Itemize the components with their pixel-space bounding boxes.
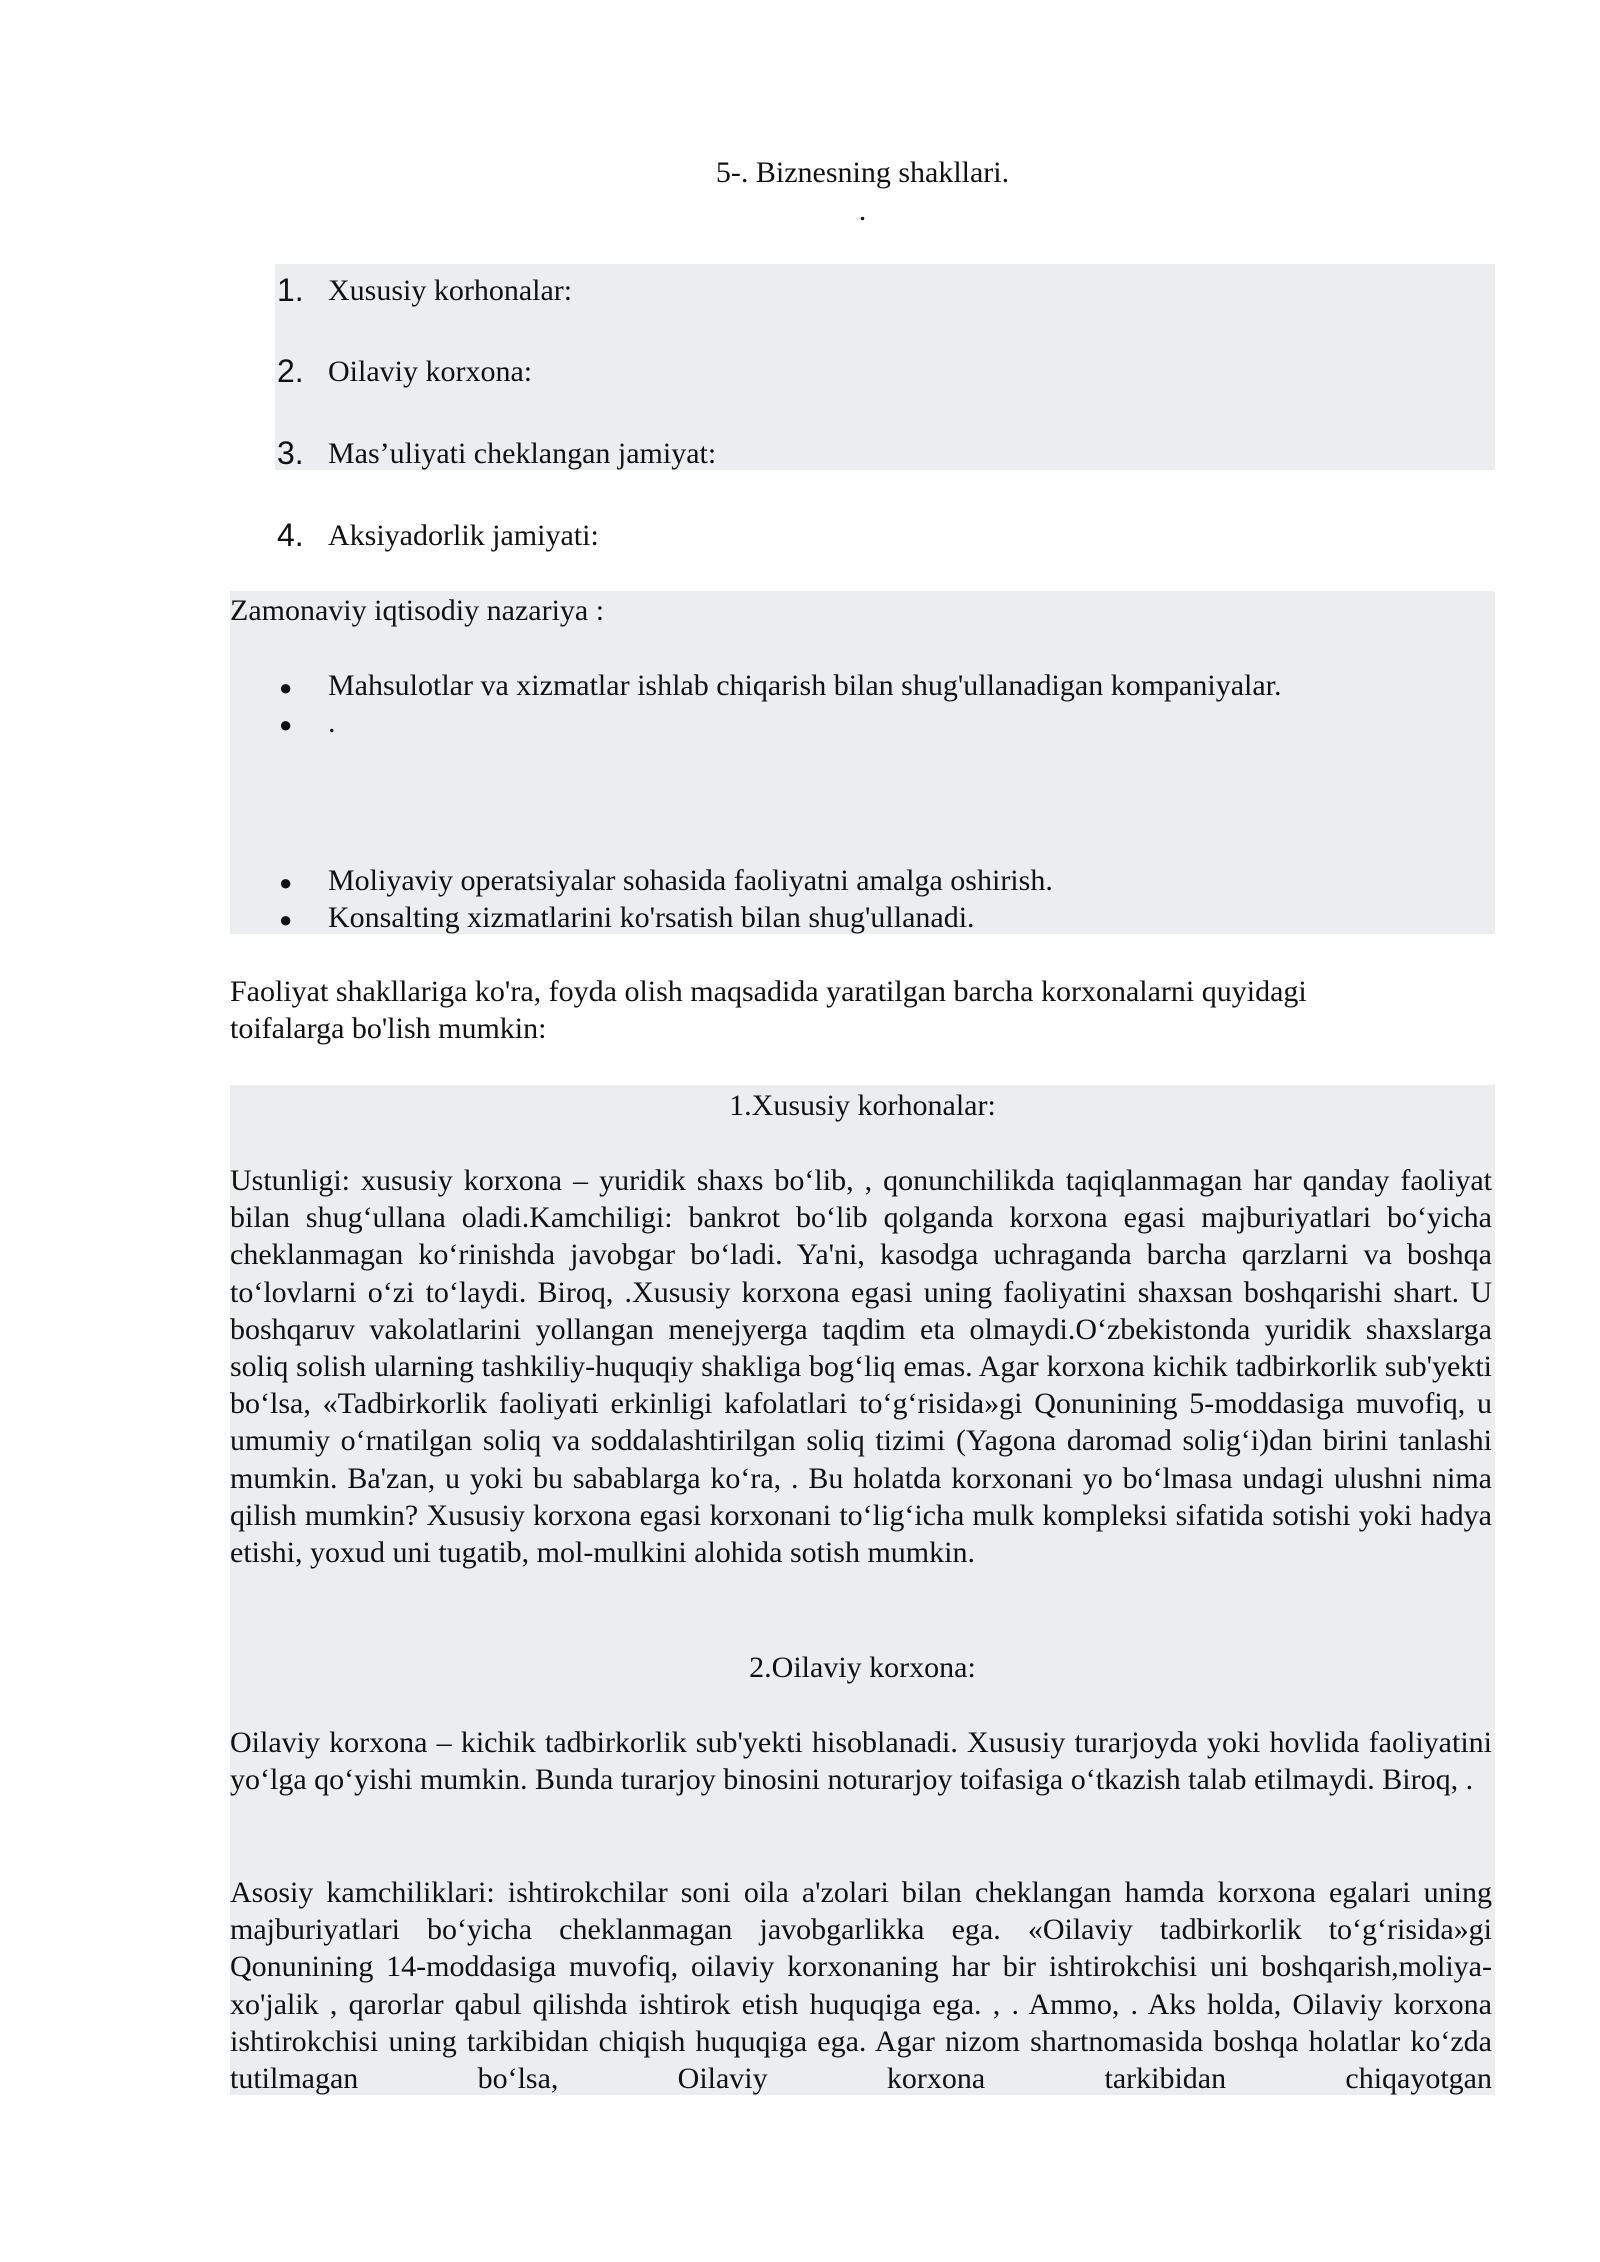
highlight-theory-gap bbox=[230, 741, 278, 822]
body-paragraph: Asosiy kamchiliklari: ishtirokchilar soni oila a'zolari bilan cheklangan hamda korxona egalari uning majburiyatlari bo‘yicha cheklanmagan javobgarlikka ega. «Oilaviy tadbirkorlik to‘g‘risida»gi Qonunining 14-moddasiga muvofiq, oilaviy korxonaning har bir ishtirokchisi uni boshqarish,moliya-xo'jalik , qarorlar qabul qilishda ishtirok etish huquqiga ega. , . Ammo, . Aks holda, Oilaviy korxona ishtirokchisi uning tarkibidan chiqish huquqiga ega. Agar nizom shartnomasida boshqa holatlar ko‘zda tutilmagan bo‘lsa, Oilaviy korxona tarkibidan chiqayotgan bbox=[230, 1876, 1492, 2096]
bullet-icon: ● bbox=[279, 712, 293, 737]
list-number: 1. bbox=[277, 272, 304, 308]
section-heading: Zamonaviy iqtisodiy nazariya : bbox=[230, 594, 605, 627]
list-number: 2. bbox=[277, 353, 304, 389]
bullet-icon: ● bbox=[279, 907, 293, 932]
bullet-item: Moliyaviy operatsiyalar sohasida faoliyatni amalga oshirish. bbox=[328, 864, 1053, 897]
title-dot: . bbox=[858, 194, 867, 227]
intro-paragraph: Faoliyat shakllariga ko'ra, foyda olish maqsadida yaratilgan barcha korxonalarni quyidagi toifalarga bo'lish mumkin: bbox=[230, 975, 1307, 1046]
list-number: 4. bbox=[277, 517, 304, 553]
bullet-icon: ● bbox=[279, 675, 293, 700]
bullet-item: Mahsulotlar va xizmatlar ishlab chiqarish bilan shug'ullanadigan kompaniyalar. bbox=[328, 669, 1282, 702]
body-paragraph: Oilaviy korxona – kichik tadbirkorlik sub'yekti hisoblanadi. Xususiy turarjoyda yoki hovlida faoliyatini yo‘lga qo‘yishi mumkin. Bunda turarjoy binosini noturarjoy toifasiga o‘tkazish talab etilmaydi. Biroq, . bbox=[230, 1726, 1492, 1797]
section-heading: 1.Xususiy korhonalar: bbox=[729, 1089, 996, 1122]
list-item: Aksiyadorlik jamiyati: bbox=[328, 519, 599, 552]
highlight-theory-gap-right bbox=[278, 741, 1495, 822]
section-heading: 2.Oilaviy korxona: bbox=[749, 1651, 976, 1684]
bullet-icon: ● bbox=[279, 870, 293, 895]
list-item: Xususiy korhonalar: bbox=[328, 274, 573, 307]
bullet-item: Konsalting xizmatlarini ko'rsatish bilan shug'ullanadi. bbox=[328, 901, 975, 934]
page-title: 5-. Biznesning shakllari. bbox=[715, 156, 1010, 189]
list-item: Mas’uliyati cheklangan jamiyat: bbox=[328, 437, 717, 470]
list-item: Oilaviy korxona: bbox=[328, 355, 533, 388]
bullet-item: . bbox=[328, 706, 336, 739]
list-number: 3. bbox=[277, 435, 304, 471]
body-paragraph: Ustunligi: xususiy korxona – yuridik shaxs bo‘lib, , qonunchilikda taqiqlanmagan har qanday faoliyat bilan shug‘ullana oladi.Kamchiligi: bankrot bo‘lib qolganda korxona egasi majburiyatlari bo‘yicha cheklanmagan ko‘rinishda javobgar bo‘ladi. Ya'ni, kasodga uchraganda barcha qarzlarni va boshqa to‘lovlarni o‘zi to‘laydi. Biroq, .Xususiy korxona egasi uning faoliyatini shaxsan boshqarishi shart. U boshqaruv vakolatlarini yollangan menejyerga taqdim eta olmaydi.O‘zbekistonda yuridik shaxslarga soliq solish ularning tashkiliy-huquqiy shakliga bog‘liq emas. Agar korxona kichik tadbirkorlik sub'yekti bo‘lsa, «Tadbirkorlik faoliyati erkinligi kafolatlari to‘g‘risida»gi Qonunining 5-moddasiga muvofiq, u umumiy o‘rnatilgan soliq va soddalashtirilgan soliq tizimi (Yagona daromad solig‘i)dan birini tanlashi mumkin. Ba'zan, u yoki bu sabablarga ko‘ra, . Bu holatda korxonani yo bo‘lmasa undagi ulushni nima qilish mumkin? Xususiy korxona egasi korxonani to‘lig‘icha mulk kompleksi sifatida sotishi yoki hadya etishi, yoxud uni tugatib, mol-mulkini alohida sotish mumkin. bbox=[230, 1164, 1492, 1570]
